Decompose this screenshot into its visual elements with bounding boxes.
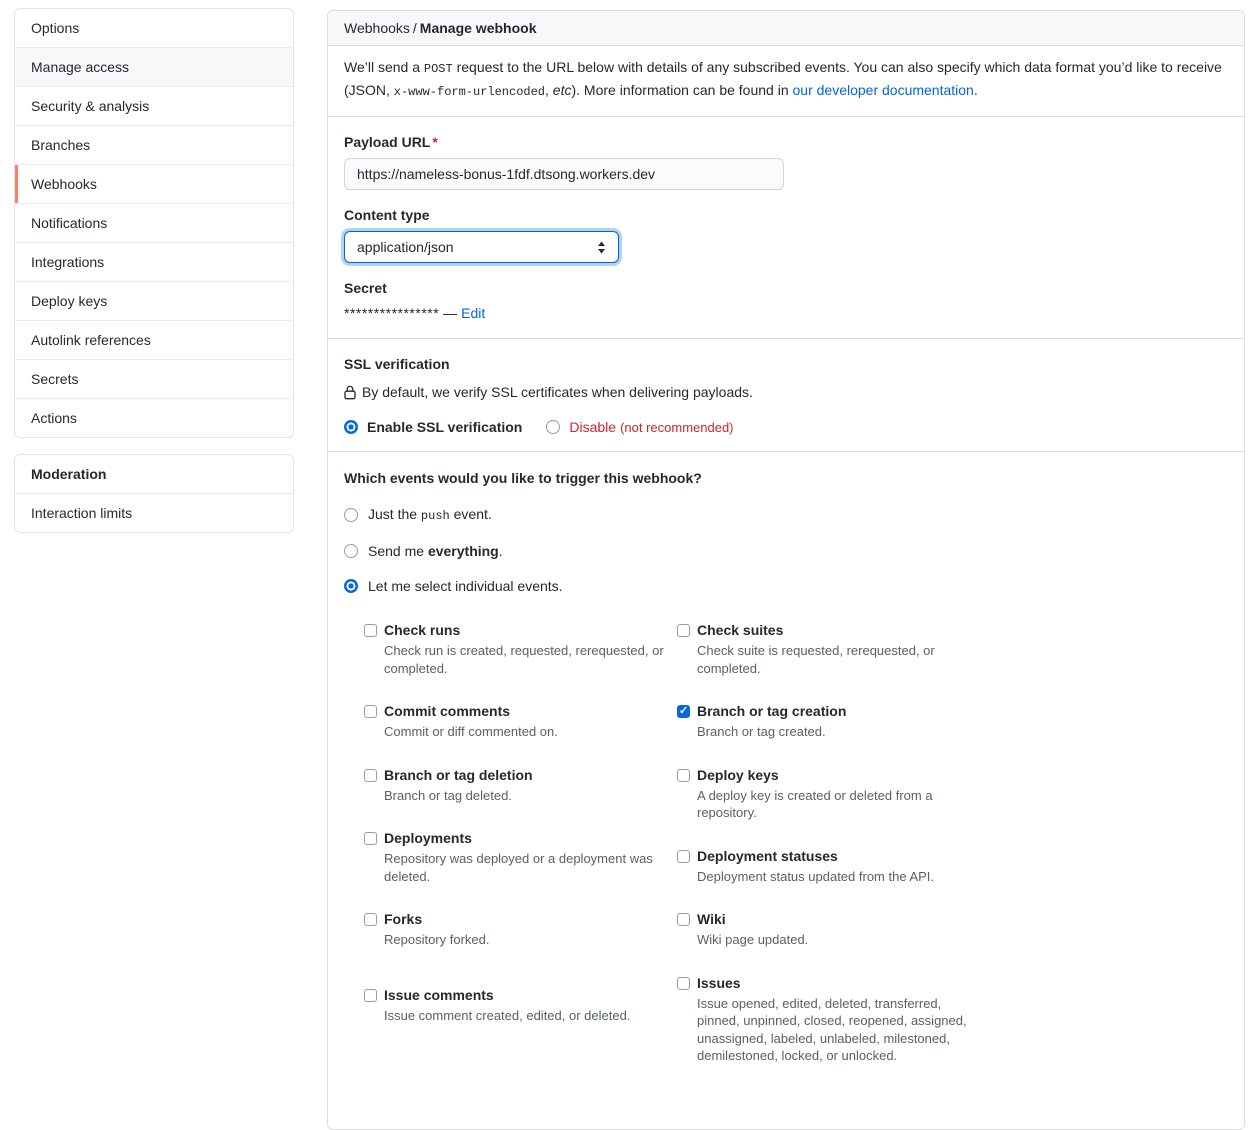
just-push-text: Just the [368,506,421,522]
secret-field-group [344,279,1228,322]
settings-nav-group [14,8,294,438]
event-title[interactable]: Forks [384,911,423,927]
payload-url-label [344,133,1228,151]
ssl-description-text: By default, we verify SSL certificates when delivering payloads. [362,384,753,400]
event-text [384,909,672,949]
sidebar-item-branches[interactable]: Branches [15,126,293,165]
event-title[interactable]: Deploy keys [697,766,779,783]
content-type-label: Content type [344,207,430,223]
event-description: Repository forked. [384,932,490,947]
event-item-commit-comments[interactable] [364,701,677,741]
required-asterisk: * [432,134,438,150]
ssl-enable-option[interactable] [344,419,522,435]
event-text [697,620,985,677]
event-title[interactable]: Commit comments [384,703,511,719]
events-question: Which events would you like to trigger this webhook? [344,470,702,486]
event-text [697,846,985,886]
ssl-disable-label[interactable] [569,419,733,435]
intro-text: . [973,82,978,98]
event-description: A deploy key is created or deleted from a repository. [697,787,933,820]
event-description: Repository was deployed or a deployment was deleted. [384,851,653,884]
moderation-section-header: Moderation [15,455,293,494]
breadcrumb-webhooks-link[interactable]: Webhooks [344,20,410,36]
commit-comments-checkbox[interactable] [364,705,377,718]
payload-url-input[interactable] [344,158,784,190]
event-column-left [364,620,677,1089]
breadcrumb-separator: / [412,20,417,36]
check-suites-checkbox[interactable] [677,624,690,637]
content-type-select[interactable] [344,231,619,263]
sidebar-item-webhooks[interactable]: Webhooks [15,165,293,204]
developer-documentation-link[interactable]: our developer documentation [792,82,974,98]
event-text [697,765,985,822]
secret-masked-value: **************** [344,305,440,321]
secret-value-line [344,304,1228,322]
event-text [697,973,985,1065]
settings-sidebar [14,8,294,549]
sidebar-item-integrations[interactable]: Integrations [15,243,293,282]
webhook-intro-text [328,46,1244,117]
event-text [697,909,985,949]
event-title[interactable]: Branch or tag deletion [384,766,533,783]
ssl-disable-note: (not recommended) [620,420,734,435]
deploy-keys-checkbox[interactable] [677,769,690,782]
intro-text: We’ll send a [344,59,424,75]
sidebar-item-notifications[interactable]: Notifications [15,204,293,243]
branch-tag-creation-checkbox[interactable] [677,705,690,718]
sidebar-item-actions[interactable]: Actions [31,410,77,426]
event-item-deployments[interactable] [364,828,677,885]
manage-webhook-panel [327,10,1245,1130]
event-text [384,765,672,805]
sidebar-item-security-analysis[interactable]: Security & analysis [15,87,293,126]
ssl-description-row [344,383,1228,402]
check-runs-checkbox[interactable] [364,624,377,637]
sidebar-item-interaction-limits[interactable]: Interaction limits [31,505,133,521]
event-item-wiki[interactable] [677,909,990,949]
event-text [384,701,672,741]
event-title[interactable]: Deployments [384,830,472,846]
event-text [384,620,672,677]
sidebar-item-options[interactable]: Options [15,9,293,48]
ssl-verification-section [328,339,1244,452]
ssl-disable-radio[interactable] [546,420,560,434]
deployment-statuses-checkbox[interactable] [677,850,690,863]
everything-bold-text: everything [427,543,499,559]
page-title: Manage webhook [419,20,537,36]
event-item-branch-tag-deletion[interactable] [364,765,677,805]
ssl-enable-radio[interactable] [344,420,358,434]
individual-events-radio[interactable] [344,579,358,593]
event-description: Check suite is requested, rerequested, or completed. [697,643,935,676]
event-item-issues[interactable] [677,973,990,1065]
trigger-option-everything[interactable] [344,541,1228,561]
everything-radio[interactable] [344,544,358,558]
event-description: Issue opened, edited, deleted, transferred, pinned, unpinned, closed, reopened, assigned, unassigned, labeled, unlabeled, milestoned, demilestoned, locked, or unlocked. [697,995,967,1063]
everything-text-end: . [498,543,503,559]
event-description: Branch or tag created. [697,724,826,739]
intro-text: request to the URL below with details of any subscribed events. You can also specify which data format you’d like to receive (JSON, [344,59,1222,98]
event-description: Commit or diff commented on. [384,724,558,739]
sidebar-item-secrets[interactable]: Secrets [15,360,293,399]
individual-events-label[interactable]: Let me select individual events. [368,578,563,594]
ssl-radio-row [344,419,1228,435]
just-push-radio[interactable] [344,508,358,522]
event-title[interactable]: Wiki [697,911,726,927]
event-title[interactable]: Issues [697,974,741,991]
event-item-check-runs[interactable] [364,620,677,677]
event-description: Issue comment created, edited, or deleted. [384,1007,631,1023]
ssl-section-title: SSL verification [344,356,450,372]
wiki-checkbox[interactable] [677,913,690,926]
event-title[interactable]: Deployment statuses [697,847,838,864]
deployments-checkbox[interactable] [364,832,377,845]
payload-url-label-text: Payload URL [344,134,431,150]
trigger-option-just-push[interactable] [344,504,1228,526]
event-description: Branch or tag deleted. [384,787,512,803]
post-code-text: POST [423,62,453,76]
content-type-selected-value: application/json [357,239,454,255]
events-section [328,452,1244,1089]
sidebar-item-manage-access[interactable]: Manage access [15,48,293,87]
everything-text: Send me [368,543,428,559]
urlencoded-code-text: x-www-form-urlencoded [393,85,546,99]
payload-url-field-group [344,133,1228,190]
trigger-option-individual[interactable] [344,576,1228,596]
event-title[interactable]: Check runs [384,622,461,638]
intro-text: ). More information can be found in [571,82,793,98]
content-type-field-group [344,206,1228,263]
issues-checkbox[interactable] [677,977,690,990]
secret-label: Secret [344,280,387,296]
event-text [697,701,985,741]
event-checkbox-grid [364,620,1228,1089]
etc-text: etc [552,82,572,98]
webhook-form-fields [328,117,1244,339]
event-title[interactable]: Issue comments [384,986,494,1003]
event-description: Wiki page updated. [697,932,809,947]
ssl-disable-option[interactable] [546,419,733,435]
event-item-forks[interactable] [364,909,677,949]
just-push-text-end: event. [449,506,492,522]
moderation-nav-group [14,454,294,533]
sidebar-item-deploy-keys[interactable]: Deploy keys [15,282,293,321]
event-title[interactable]: Check suites [697,622,784,638]
push-code-text: push [420,509,450,523]
event-description: Deployment status updated from the API. [697,868,935,884]
ssl-disable-label-text: Disable [569,419,617,435]
event-description: Check run is created, requested, rerequested, or completed. [384,643,664,676]
issue-comments-checkbox[interactable] [364,989,377,1002]
secret-edit-link[interactable]: Edit [461,305,486,321]
event-item-branch-tag-creation[interactable] [677,701,990,741]
forks-checkbox[interactable] [364,913,377,926]
event-item-deployment-statuses[interactable] [677,846,990,886]
lock-icon [344,385,356,400]
event-item-deploy-keys[interactable] [677,765,990,822]
event-item-issue-comments[interactable] [364,985,677,1025]
event-column-right [677,620,990,1089]
event-title[interactable]: Branch or tag creation [697,703,847,719]
just-push-label[interactable] [368,504,492,526]
select-arrows-icon [597,241,606,254]
breadcrumb [328,11,1244,46]
branch-tag-deletion-checkbox[interactable] [364,769,377,782]
intro-text: , [545,82,553,98]
event-text [384,985,672,1025]
event-text [384,828,672,885]
event-item-check-suites[interactable] [677,620,990,677]
sidebar-item-autolink-references[interactable]: Autolink references [15,321,293,360]
ssl-enable-label[interactable]: Enable SSL verification [367,419,523,435]
everything-label[interactable] [368,541,503,561]
secret-separator: — [443,305,458,321]
